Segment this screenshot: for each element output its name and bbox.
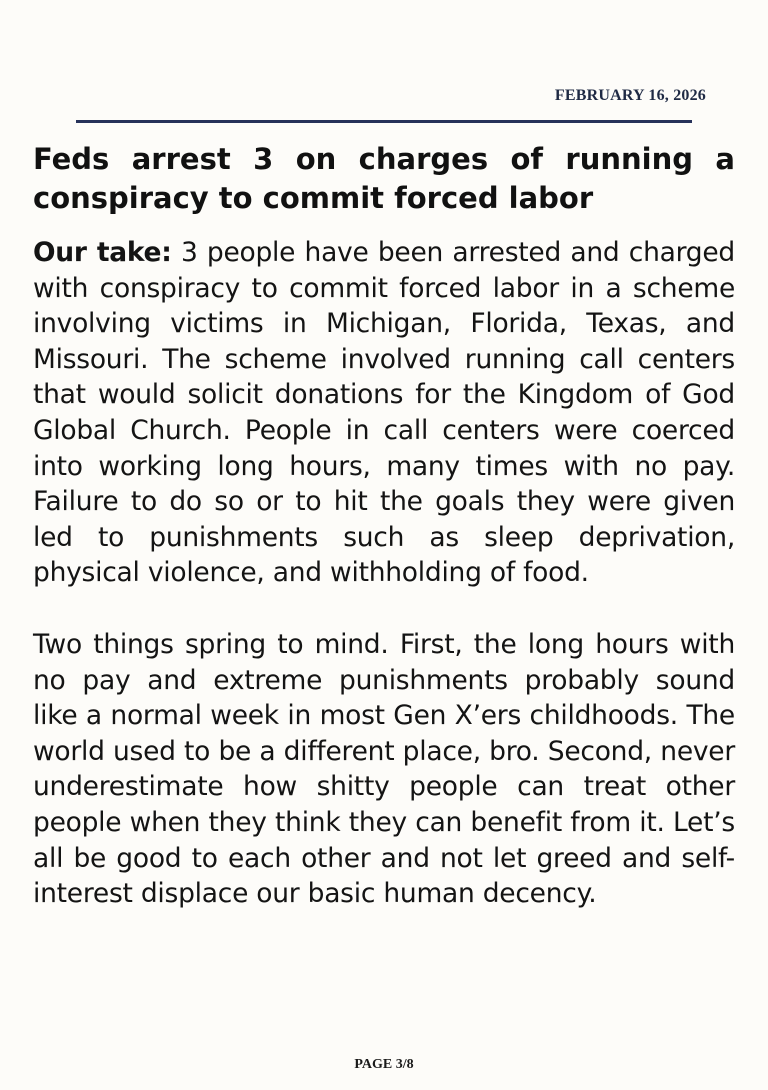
article-body <box>33 235 735 948</box>
paragraph-1-text: 3 people have been arrested and charged with conspiracy to commit forced labor in a scheme involving victims in Michigan, Florida, Texas, and Missouri. The scheme involved running call centers that would solicit donations for the Kingdom of God Global Church. People in call centers were coerced into working long hours, many times with no pay. Failure to do so or to hit the goals they were given led to punishments such as sleep deprivation, physical violence, and withholding of food. <box>33 237 735 589</box>
header-divider <box>76 120 692 123</box>
our-take-label: Our take: <box>33 237 172 268</box>
article-headline: Feds arrest 3 on charges of running a conspiracy to commit forced labor <box>33 142 735 215</box>
article-paragraph-2: Two things spring to mind. First, the long hours with no pay and extreme punishments probably sound like a normal week in most Gen X’ers childhoods. The world used to be a different place, bro. Second, never underestimate how shitty people can treat other people when they think they can benefit from it. Let’s all be good to each other and not let greed and self-interest displace our basic human decency. <box>33 628 735 910</box>
publication-date: FEBRUARY 16, 2026 <box>554 87 706 104</box>
page-number: PAGE 3/8 <box>354 1057 414 1072</box>
article-paragraph-1 <box>33 235 735 591</box>
